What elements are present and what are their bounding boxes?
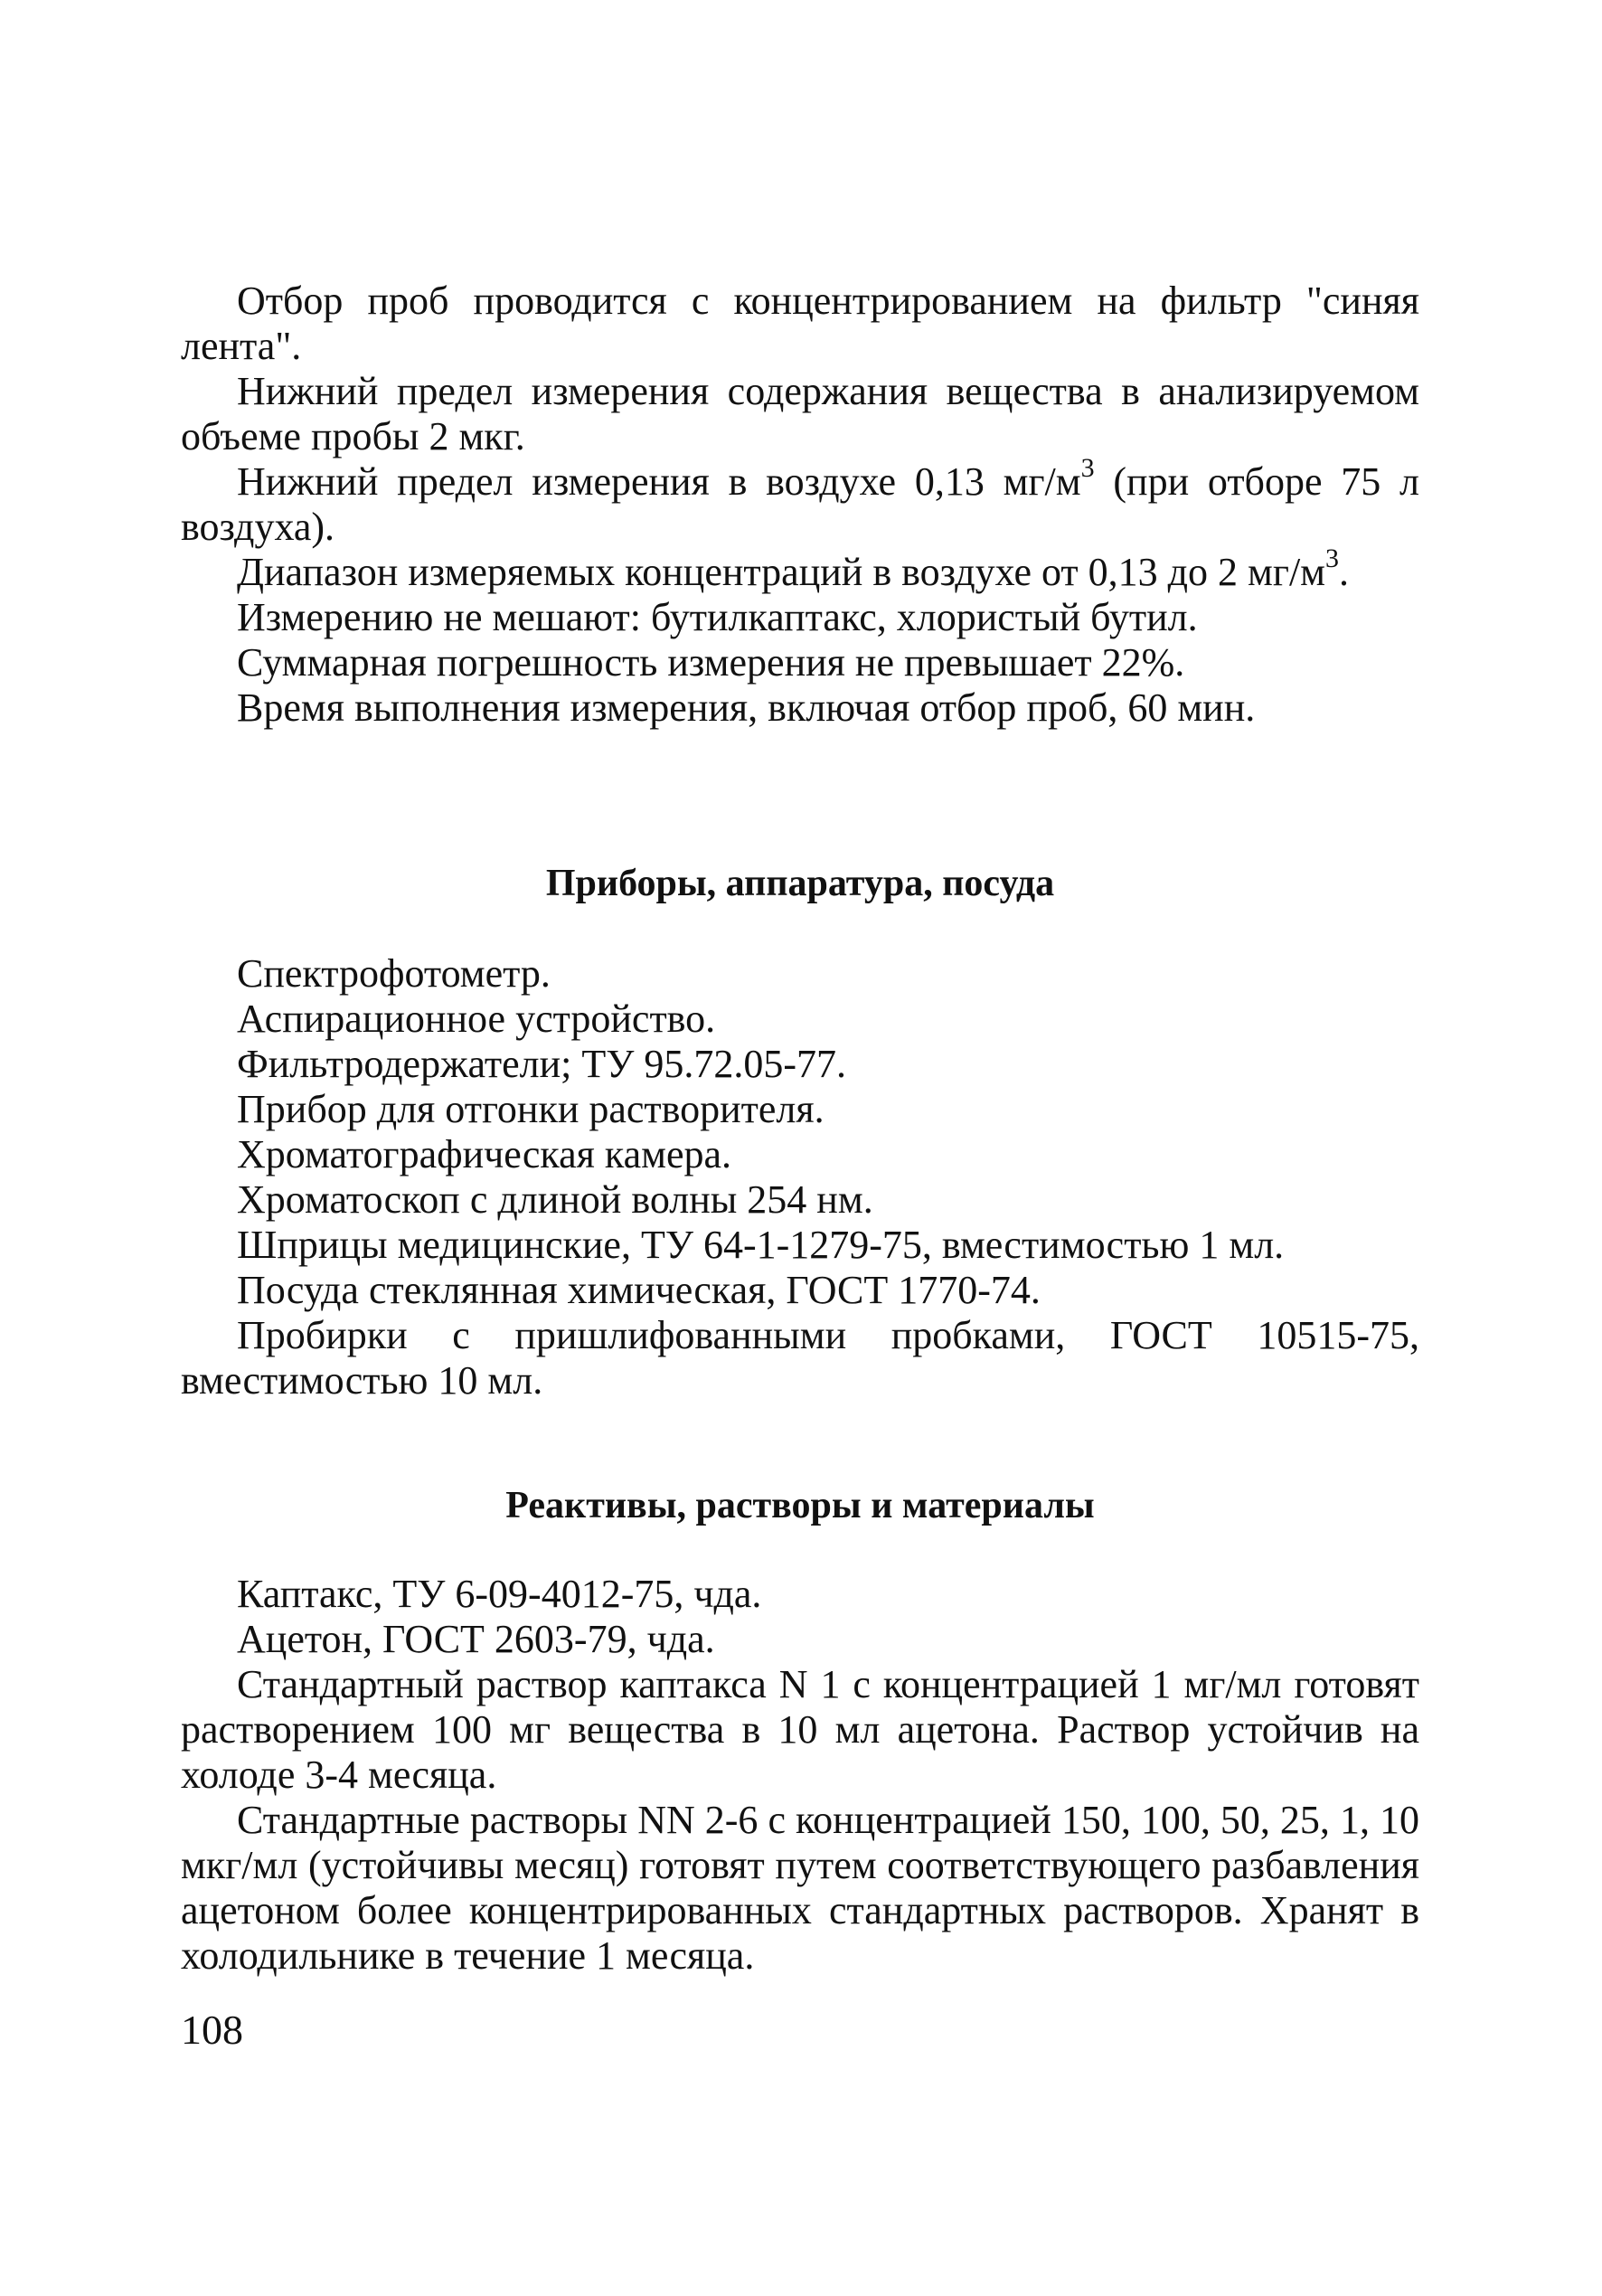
equipment-item: Шприцы медицинские, ТУ 64-1-1279-75, вместимостью 1 мл. (237, 1223, 1285, 1267)
intro-paragraph: Время выполнения измерения, включая отбор проб, 60 мин. (237, 685, 1256, 730)
equipment-item: Спектрофотометр. (237, 951, 551, 996)
superscript: 3 (1080, 453, 1095, 484)
intro-paragraph: Отбор проб проводится с концентрированием на фильтр "синяя лента". (181, 279, 1419, 368)
section-heading-equipment: Приборы, аппаратура, посуда (545, 863, 1055, 904)
reagents-list (181, 1572, 1419, 1979)
equipment-item: Пробирки с пришлифованными пробками, ГОСТ 10515-75, вместимостью 10 мл. (181, 1313, 1419, 1403)
intro-paragraph: Нижний предел измерения содержания вещества в анализируемом объеме пробы 2 мкг. (181, 369, 1419, 458)
intro-paragraph: Измерению не мешают: бутилкаптакс, хлористый бутил. (237, 595, 1198, 639)
section-heading-reagents: Реактивы, растворы и материалы (505, 1485, 1095, 1526)
reagent-item: Стандартный раствор каптакса N 1 с концентрацией 1 мг/мл готовят растворением 100 мг вещества в 10 мл ацетона. Раствор устойчив на холоде 3-4 месяца. (181, 1662, 1419, 1797)
equipment-list (181, 951, 1419, 1403)
intro-paragraph: Суммарная погрешность измерения не превышает 22%. (237, 640, 1185, 685)
reagent-item: Стандартные растворы NN 2-6 с концентрацией 150, 100, 50, 25, 1, 10 мкг/мл (устойчивы месяц) готовят путем соответствующего разбавления ацетоном более концентрированных стандартных растворов. Хранят в холодильнике в течение 1 месяца. (181, 1798, 1419, 1978)
equipment-item: Хроматоскоп с длиной волны 254 нм. (237, 1177, 873, 1222)
equipment-item: Прибор для отгонки растворителя. (237, 1087, 825, 1131)
intro-paragraph-range (181, 543, 1419, 595)
equipment-item: Аспирационное устройство. (237, 997, 716, 1041)
page-number: 108 (181, 2007, 243, 2053)
intro-block (181, 279, 1419, 731)
text-fragment: Диапазон измеряемых концентраций в воздухе от 0,13 до 2 мг/м (237, 550, 1326, 594)
equipment-item: Хроматографическая камера. (237, 1132, 732, 1176)
equipment-item: Фильтродержатели; ТУ 95.72.05-77. (237, 1042, 847, 1086)
text-fragment: (при отборе 75 л воздуха). (181, 459, 1419, 549)
superscript: 3 (1325, 543, 1340, 574)
equipment-item: Посуда стеклянная химическая, ГОСТ 1770-74. (237, 1268, 1041, 1312)
text-fragment: Нижний предел измерения в воздухе 0,13 мг/м (237, 459, 1081, 504)
reagent-item: Каптакс, ТУ 6-09-4012-75, чда. (237, 1572, 762, 1616)
intro-paragraph-lower-limit (181, 453, 1419, 550)
reagent-item: Ацетон, ГОСТ 2603-79, чда. (237, 1617, 715, 1661)
text-fragment: . (1339, 550, 1350, 594)
